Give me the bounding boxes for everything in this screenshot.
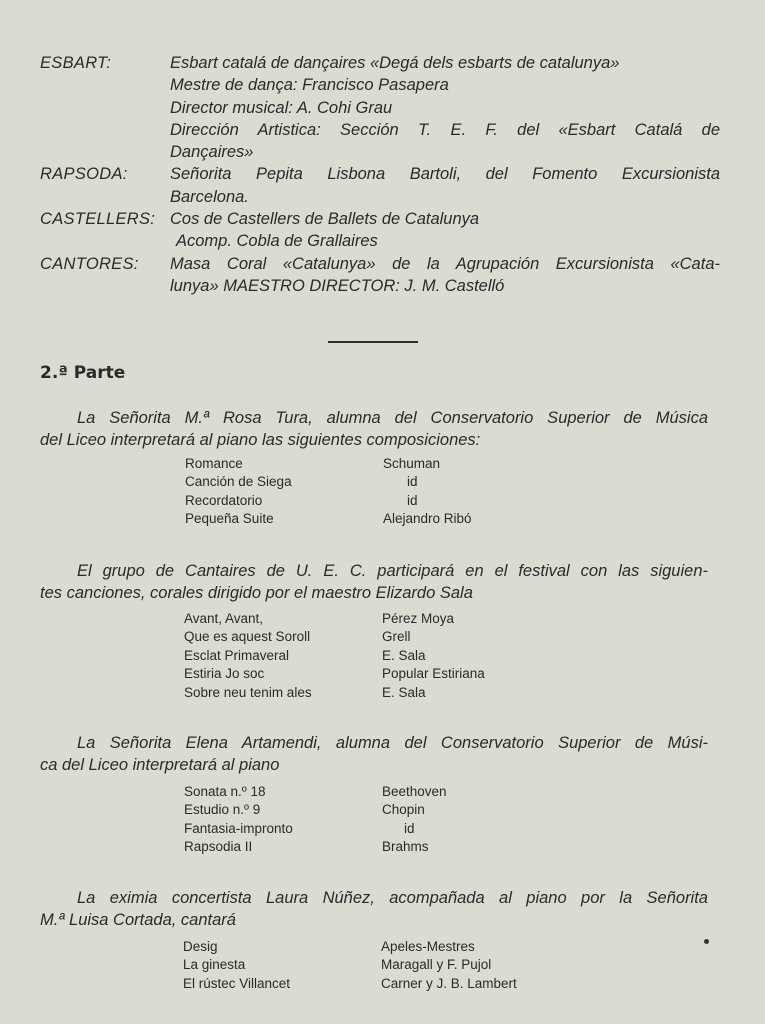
piece-title: Estiria Jo soc	[184, 666, 265, 682]
piece-title: Sobre neu tenim ales	[184, 684, 312, 700]
intro-line: La eximia concertista Laura Núñez, acompañada al piano por la Señorita	[77, 889, 708, 907]
list-item	[183, 956, 517, 974]
piece-title: Estudio n.º 9	[184, 802, 261, 818]
piece-title: Fantasia-impronto	[184, 820, 293, 836]
composer-name: Maragall y F. Pujol	[381, 957, 492, 973]
list-item	[185, 473, 472, 491]
credit-row-esbart	[40, 52, 720, 163]
credit-line: lunya» MAESTRO DIRECTOR: J. M. Castelló	[170, 276, 505, 295]
list-item	[184, 628, 485, 646]
composer-name: id	[404, 820, 415, 836]
list-item	[184, 838, 447, 856]
composer-name: Carner y J. B. Lambert	[381, 975, 517, 991]
credit-label: CASTELLERS:	[40, 210, 156, 229]
section-intro	[40, 407, 708, 451]
program-list	[185, 455, 472, 529]
section-intro	[40, 560, 708, 604]
credit-label: ESBART:	[40, 54, 112, 72]
list-item	[184, 801, 447, 819]
composer-name: Alejandro Ribó	[383, 511, 472, 527]
intro-line: del Liceo interpretará al piano las siguientes composiciones:	[40, 431, 481, 449]
credit-row-cantores	[40, 253, 720, 298]
credit-row-rapsoda	[40, 163, 720, 208]
program-list	[184, 610, 485, 702]
composer-name: E. Sala	[382, 647, 426, 663]
credit-line: Esbart catalá de dançaires «Degá dels esbarts de catalunya»	[170, 54, 620, 72]
composer-name: Schuman	[383, 456, 441, 471]
composer-name: Pérez Moya	[382, 611, 455, 626]
composer-name: id	[407, 492, 418, 508]
list-item	[183, 938, 517, 956]
part-heading: 2.ª Parte	[40, 363, 126, 383]
credit-line: Barcelona.	[170, 187, 249, 206]
piece-title: Canción de Siega	[185, 474, 292, 490]
intro-line: M.ª Luisa Cortada, cantará	[40, 911, 236, 929]
piece-title: Romance	[185, 456, 243, 471]
piece-title: Desig	[183, 939, 218, 954]
list-item	[184, 665, 485, 683]
intro-line: La Señorita M.ª Rosa Tura, alumna del Conservatorio Superior de Música	[77, 409, 708, 427]
list-item	[185, 510, 472, 528]
credit-row-castellers	[40, 208, 720, 253]
intro-line: El grupo de Cantaires de U. E. C. participará en el festival con las siguien-	[77, 562, 708, 580]
composer-name: E. Sala	[382, 684, 426, 700]
piece-title: Que es aquest Soroll	[184, 629, 311, 645]
list-item	[184, 647, 485, 665]
composer-name: Apeles-Mestres	[381, 939, 475, 954]
intro-line: ca del Liceo interpretará al piano	[40, 756, 280, 774]
piece-title: La ginesta	[183, 957, 246, 973]
list-item	[184, 783, 447, 801]
credit-line: Dirección Artistica: Sección T. E. F. del «Esbart Catalá de	[170, 120, 720, 139]
credit-line: Mestre de dança: Francisco Pasapera	[170, 76, 449, 95]
credit-line: Director musical: A. Cohi Grau	[170, 98, 393, 117]
list-item	[184, 610, 485, 628]
piece-title: Avant, Avant,	[184, 611, 264, 626]
section-divider	[328, 341, 418, 343]
credit-line: Cos de Castellers de Ballets de Catalunya	[170, 210, 480, 229]
credit-label: RAPSODA:	[40, 165, 128, 184]
credit-lines	[170, 163, 720, 208]
piece-title: Recordatorio	[185, 492, 263, 508]
credit-line: Masa Coral «Catalunya» de la Agrupación Excursionista «Cata-	[170, 254, 720, 273]
composer-name: id	[407, 474, 418, 490]
composer-name: Grell	[382, 629, 411, 645]
composer-name: Beethoven	[382, 784, 447, 799]
piece-title: Rapsodia II	[184, 839, 253, 855]
program-list	[183, 938, 517, 993]
ink-speck	[704, 939, 709, 944]
credit-line: Señorita Pepita Lisbona Bartoli, del Fomento Excursionista	[170, 165, 720, 184]
piece-title: Pequeña Suite	[185, 511, 274, 527]
piece-title: Sonata n.º 18	[184, 784, 266, 799]
intro-line: tes canciones, corales dirigido por el maestro Elizardo Sala	[40, 584, 473, 602]
credit-label: CANTORES:	[40, 254, 139, 273]
list-item	[183, 975, 517, 993]
list-item	[185, 492, 472, 510]
list-item	[184, 684, 485, 702]
list-item	[184, 820, 447, 838]
piece-title: El rústec Villancet	[183, 975, 291, 991]
composer-name: Brahms	[382, 839, 429, 855]
credit-line: Dançaires»	[170, 143, 254, 162]
composer-name: Popular Estiriana	[382, 666, 485, 682]
intro-line: La Señorita Elena Artamendi, alumna del Conservatorio Superior de Músi-	[77, 734, 708, 752]
program-list	[184, 783, 447, 857]
credit-lines	[170, 52, 720, 163]
credit-line: Acomp. Cobla de Grallaires	[176, 232, 378, 251]
list-item	[185, 455, 472, 473]
composer-name: Chopin	[382, 802, 425, 818]
section-intro	[40, 887, 708, 931]
section-intro	[40, 732, 708, 776]
credit-lines	[170, 208, 720, 253]
credit-lines	[170, 253, 720, 298]
credits-block	[40, 52, 720, 297]
piece-title: Esclat Primaveral	[184, 647, 290, 663]
